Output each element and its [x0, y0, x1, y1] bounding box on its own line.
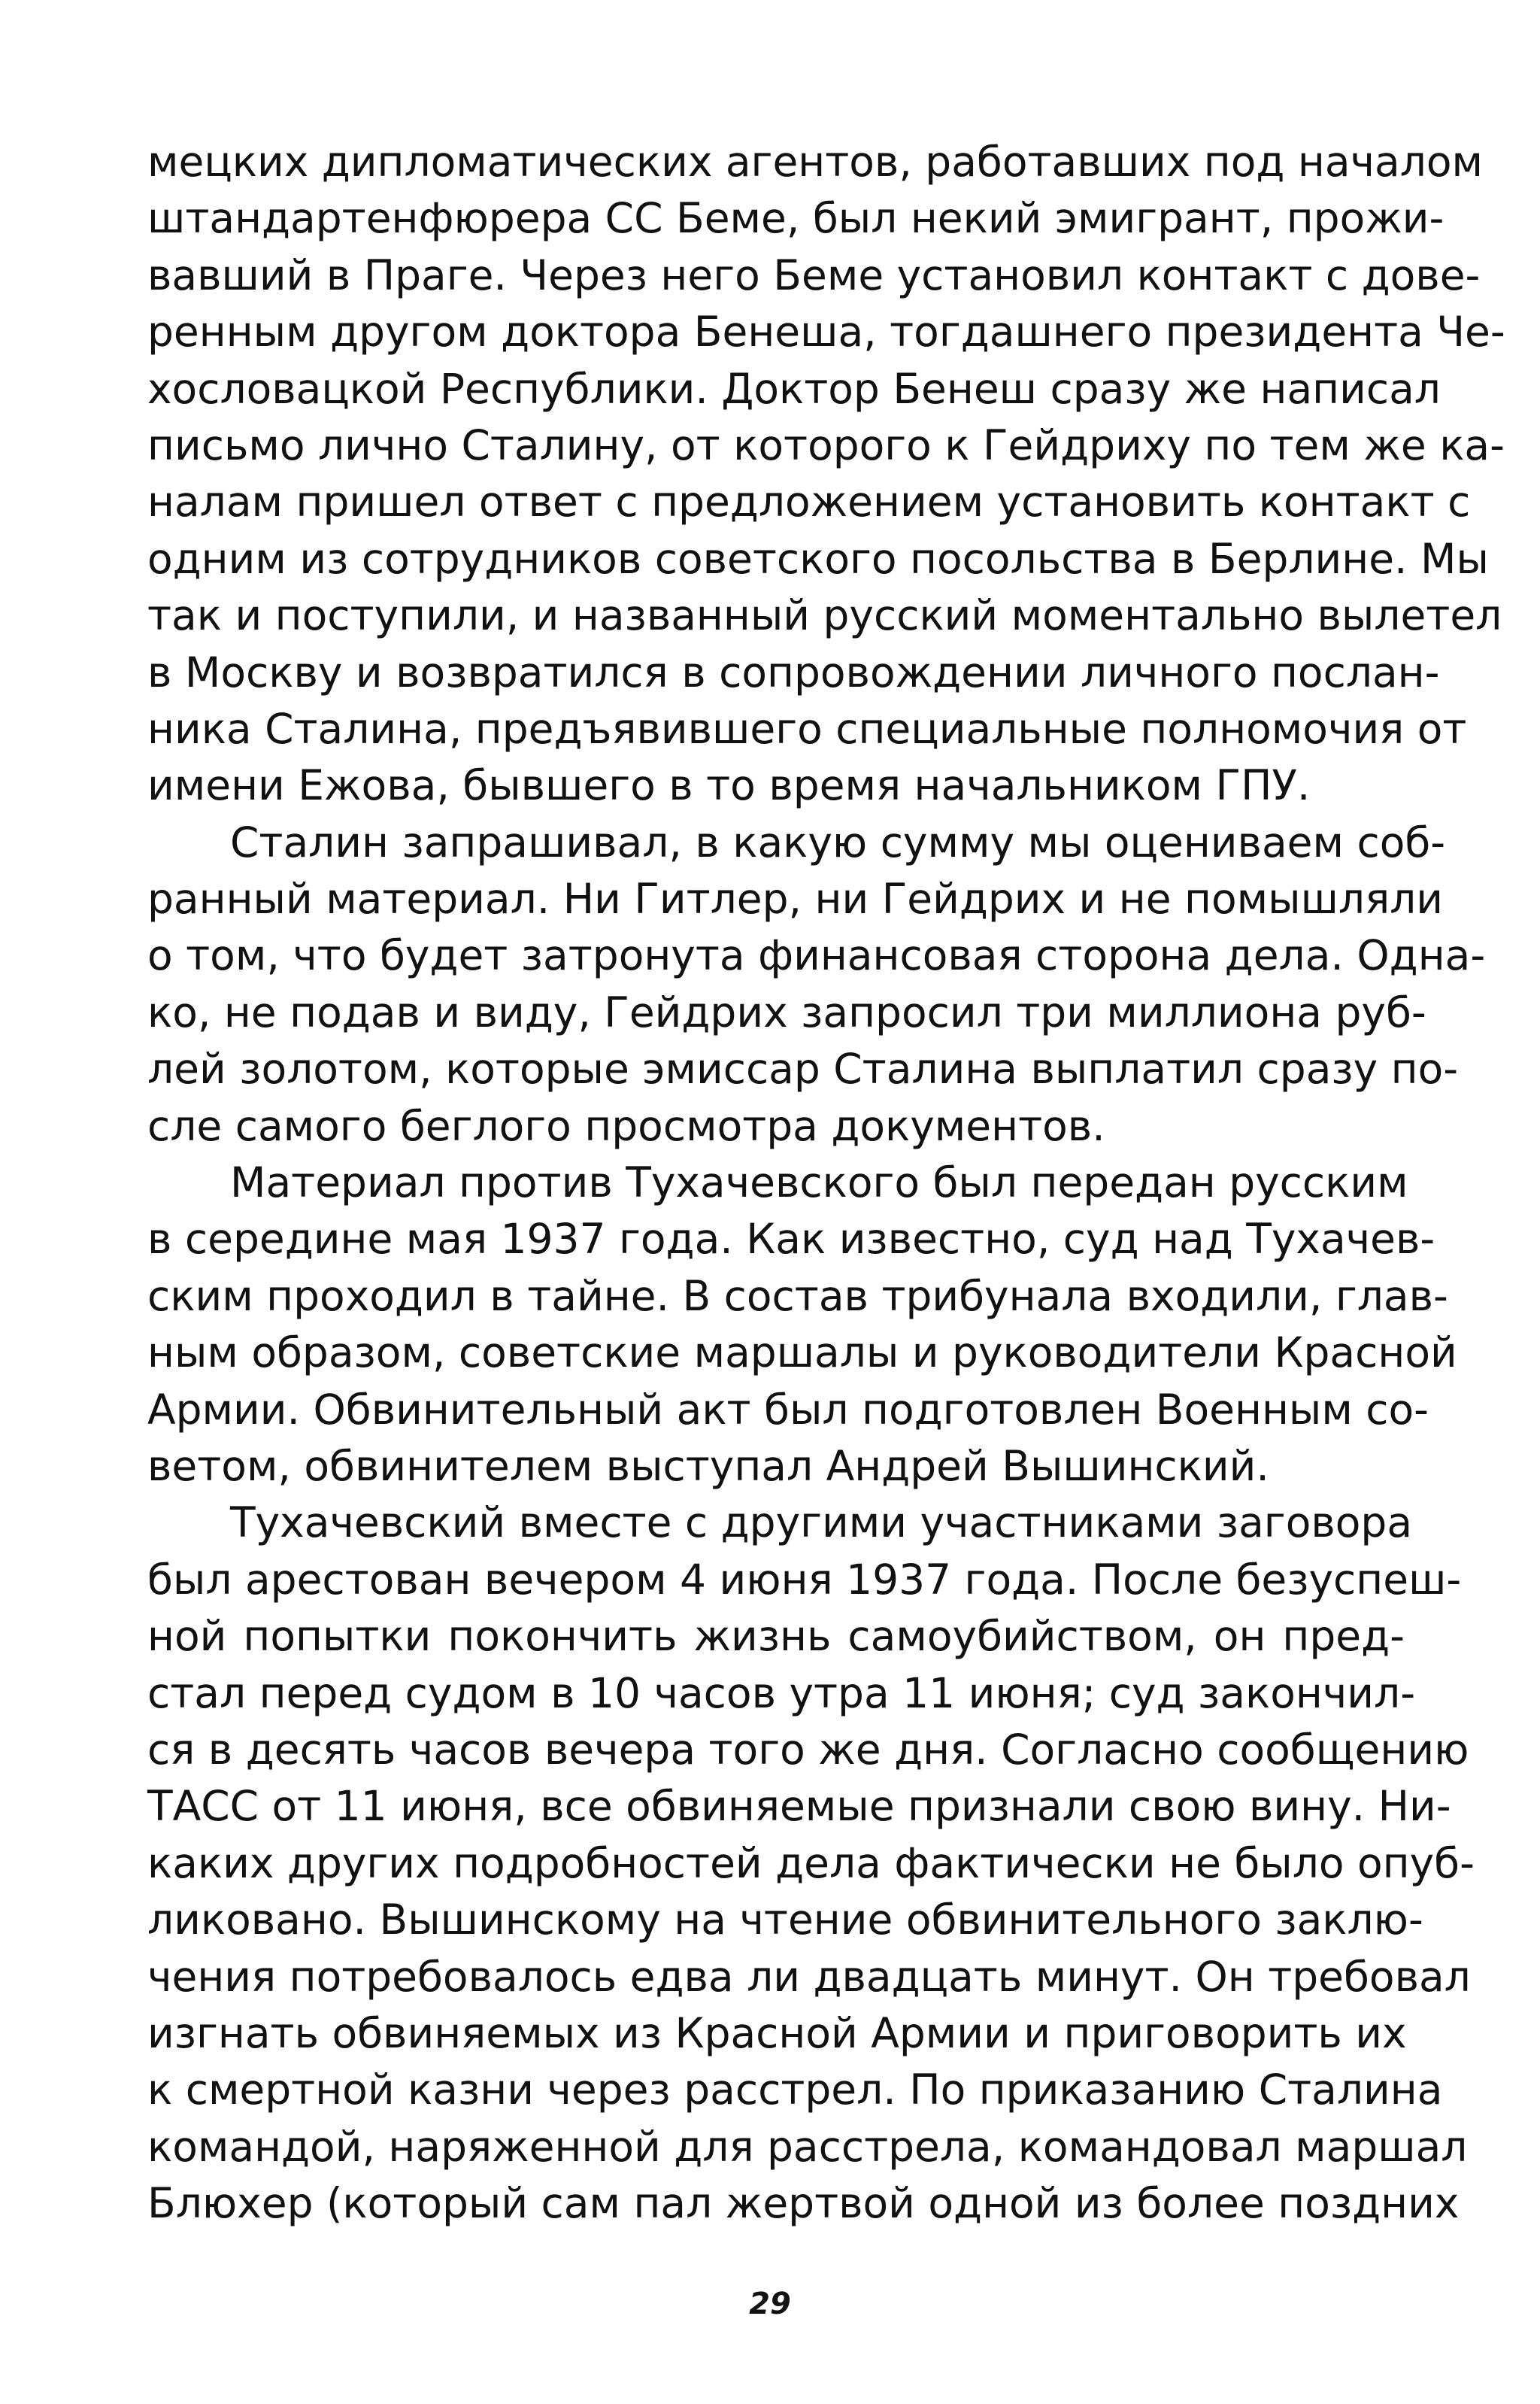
- paragraph: [147, 1155, 1457, 1495]
- text-line: Материал против Тухачевского был передан русским: [230, 1158, 1408, 1207]
- text-line: Армии. Обвинительный акт был подготовлен Военным со-: [147, 1385, 1429, 1434]
- text-line: ским проходил в тайне. В состав трибунала входили, глав-: [147, 1271, 1448, 1320]
- text-line: изгнать обвиняемых из Красной Армии и приговорить их: [147, 2008, 1407, 2057]
- text-line: письмо лично Сталину, от которого к Гейдриху по тем же ка-: [147, 420, 1505, 469]
- text-line: командой, наряженной для расстрела, командовал маршал: [147, 2122, 1468, 2171]
- text-line: чения потребовалось едва ли двадцать минут. Он требовал: [147, 1952, 1471, 2001]
- text-line: ликовано. Вышинскому на чтение обвинительного заклю-: [147, 1896, 1423, 1944]
- text-line: хословацкой Республики. Доктор Бенеш сразу же написал: [147, 364, 1441, 413]
- text-line: имени Ежова, бывшего в то время начальником ГПУ.: [147, 761, 1311, 810]
- text-line: ренным другом доктора Бенеша, тогдашнего президента Че-: [147, 308, 1505, 357]
- text-line: ранный материал. Ни Гитлер, ни Гейдрих и не помышляли: [147, 875, 1444, 924]
- text-line: ника Сталина, предъявившего специальные полномочия от: [147, 704, 1467, 753]
- text-line: лей золотом, которые эмиссар Сталина выплатил сразу по-: [147, 1045, 1459, 1094]
- text-line: Сталин запрашивал, в какую сумму мы оцениваем соб-: [230, 818, 1446, 867]
- paragraph: [147, 815, 1486, 1155]
- text-line: одним из сотрудников советского посольства в Берлине. Мы: [147, 534, 1489, 583]
- text-line: к смертной казни через расстрел. По приказанию Сталина: [147, 2066, 1443, 2114]
- text-line: ным образом, советские маршалы и руководители Красной: [147, 1328, 1457, 1377]
- text-line: о том, что будет затронута финансовая сторона дела. Одна-: [147, 931, 1486, 980]
- text-line: сле самого беглого просмотра документов.: [147, 1101, 1105, 1150]
- text-line: каких других подробностей дела фактически не было опуб-: [147, 1838, 1475, 1887]
- text-line: Блюхер (который сам пал жертвой одной из более поздних: [147, 2179, 1460, 2228]
- text-line: ся в десять часов вечера того же дня. Согласно сообщению: [147, 1725, 1469, 1774]
- text-line: стал перед судом в 10 часов утра 11 июня; суд закончил-: [147, 1668, 1416, 1717]
- text-line: ветом, обвинителем выступал Андрей Вышинский.: [147, 1441, 1269, 1490]
- text-line: ко, не подав и виду, Гейдрих запросил три миллиона руб-: [147, 988, 1426, 1037]
- paragraph: [147, 134, 1505, 815]
- text-line: ной попытки покончить жизнь самоубийством, он пред-: [147, 1612, 1405, 1661]
- text-line: так и поступили, и названный русский моментально вылетел: [147, 591, 1502, 640]
- text-line: в середине мая 1937 года. Как известно, суд над Тухачев-: [147, 1215, 1435, 1264]
- text-line: в Москву и возвратился в сопровождении личного послан-: [147, 648, 1440, 697]
- text-line: Тухачевский вместе с другими участниками заговора: [230, 1498, 1413, 1547]
- paragraph: [147, 1495, 1475, 2232]
- text-line: вавший в Праге. Через него Беме установил контакт с дове-: [147, 250, 1481, 299]
- page-number: 29: [749, 2287, 791, 2321]
- text-line: был арестован вечером 4 июня 1937 года. После безуспеш-: [147, 1555, 1462, 1604]
- body-text: [147, 134, 1505, 2232]
- text-line: ТАСС от 11 июня, все обвиняемые признали свою вину. Ни-: [147, 1782, 1451, 1831]
- text-line: штандартенфюрера СС Беме, был некий эмигрант, прожи-: [147, 194, 1445, 243]
- text-line: налам пришел ответ с предложением установить контакт с: [147, 478, 1471, 527]
- text-line: мецких дипломатических агентов, работавших под началом: [147, 138, 1484, 186]
